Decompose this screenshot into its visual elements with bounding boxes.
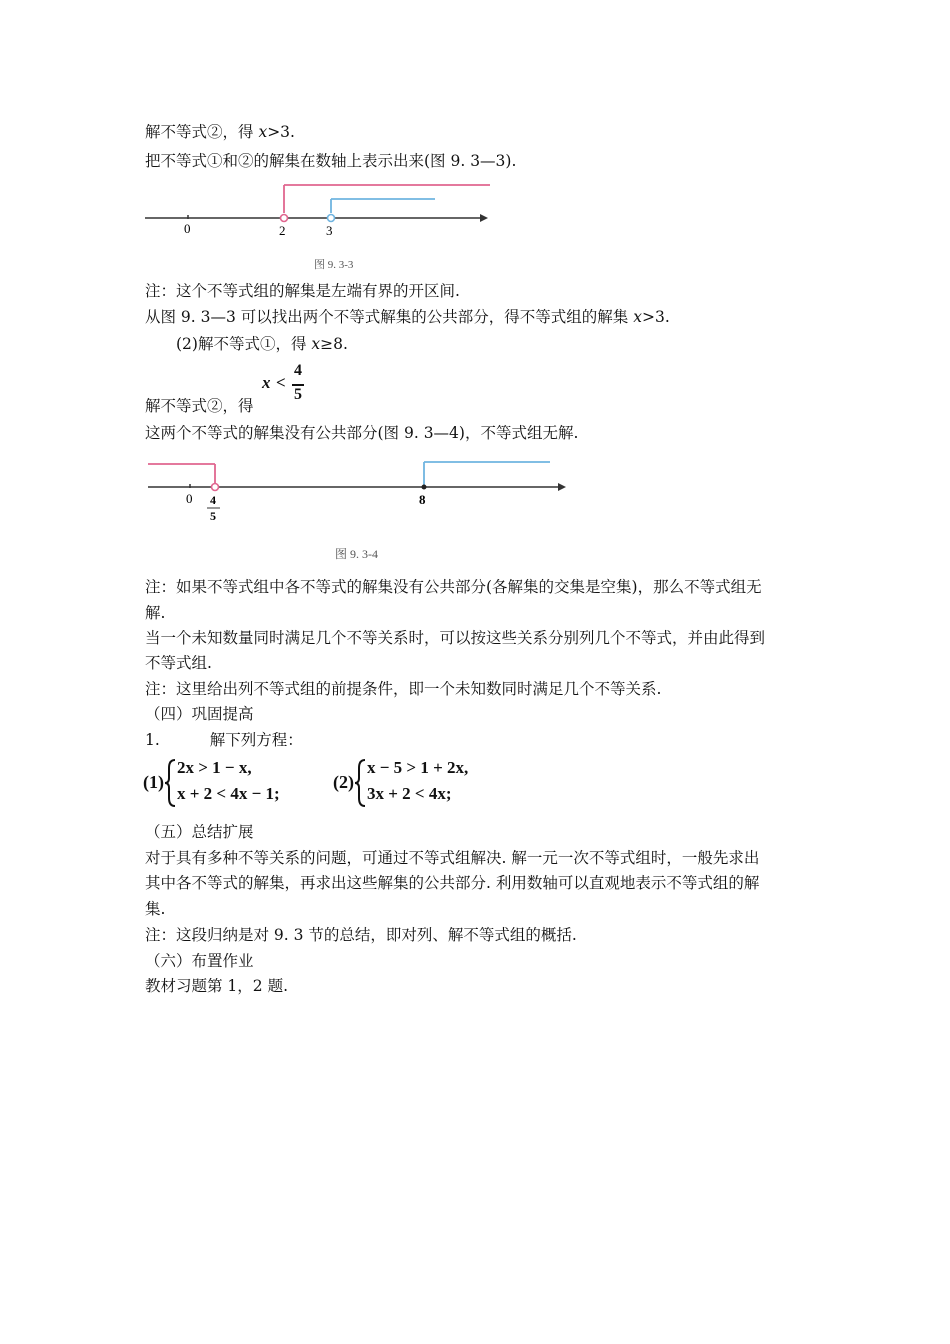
tick-label: 3	[326, 223, 333, 238]
tick-label: 4	[210, 493, 216, 507]
text-line: 当一个未知数量同时满足几个不等关系时，可以按这些关系分别列几个不等式，并由此得到	[145, 629, 766, 647]
text-line: 解不等式②，得	[145, 397, 254, 415]
note: 注：这里给出列不等式组的前提条件，即一个未知数同时满足几个不等关系.	[145, 680, 662, 698]
figure-caption: 图 9. 3-3	[314, 259, 354, 271]
tick-label: 2	[279, 223, 286, 238]
text-line: 对于具有多种不等关系的问题，可通过不等式组解决. 解一元一次不等式组时，一般先求出	[145, 849, 760, 867]
text-line: 其中各不等式的解集，再求出这些解集的公共部分. 利用数轴可以直观地表示不等式组的解	[145, 874, 760, 892]
fraction-inequality: x < 4 5	[262, 362, 302, 403]
number-line-figure-1	[140, 175, 500, 275]
tick-label: 0	[184, 221, 191, 236]
note: 解.	[145, 604, 166, 622]
brace-icon	[355, 758, 367, 808]
text-line: 把不等式①和②的解集在数轴上表示出来(图 9. 3—3).	[145, 152, 517, 170]
inequality-system-2: (2) x − 5 > 1 + 2x, 3x + 2 < 4x;	[333, 757, 503, 809]
section-heading: （五）总结扩展	[145, 823, 254, 841]
text-line: 从图 9. 3—3 可以找出两个不等式解集的公共部分，得不等式组的解集 x>3.	[145, 308, 670, 326]
tick-label: 5	[210, 509, 216, 523]
note: 注：这个不等式组的解集是左端有界的开区间.	[145, 282, 460, 300]
inequality-system-1: (1) 2x > 1 − x, x + 2 < 4x − 1;	[143, 757, 313, 809]
text-line: 不等式组.	[145, 654, 212, 672]
tick-label: 0	[186, 491, 193, 506]
figure-caption: 图 9. 3-4	[335, 547, 378, 561]
text-line: 集.	[145, 900, 166, 918]
exercise-line: 1. 解下列方程：	[145, 731, 303, 749]
brace-icon	[165, 758, 177, 808]
text-line: 解不等式②，得 x>3.	[145, 123, 295, 141]
tick-label: 8	[419, 492, 426, 507]
text-line: 教材习题第 1，2 题.	[145, 977, 289, 995]
number-line-figure-2	[140, 452, 580, 570]
section-heading: （四）巩固提高	[145, 705, 254, 723]
note: 注：这段归纳是对 9. 3 节的总结，即对列、解不等式组的概括.	[145, 926, 577, 944]
text-line: (2)解不等式①，得 x≥8.	[176, 335, 348, 353]
note: 注：如果不等式组中各不等式的解集没有公共部分(各解集的交集是空集)，那么不等式组无	[145, 578, 762, 596]
section-heading: （六）布置作业	[145, 952, 254, 970]
text-line: 这两个不等式的解集没有公共部分(图 9. 3—4)，不等式组无解.	[145, 424, 579, 442]
